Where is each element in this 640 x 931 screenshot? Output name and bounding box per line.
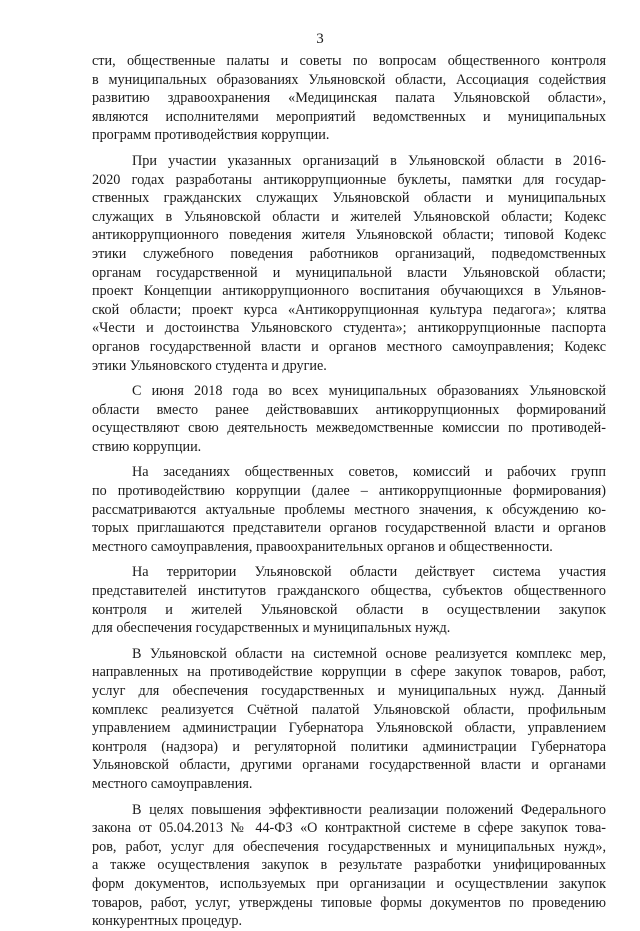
paragraph-line: осуществляют свою деятельность межведомственные комиссии по противодей-	[92, 420, 606, 437]
paragraph-gap	[92, 556, 606, 563]
paragraph-line: конкурентных процедур.	[92, 913, 243, 930]
paragraph	[92, 645, 606, 794]
paragraph-line: для обеспечения государственных и муниципальных нужд.	[92, 620, 451, 637]
paragraph	[92, 563, 606, 637]
paragraph-line: этики Ульяновского студента и другие.	[92, 357, 327, 374]
paragraph-line: «Чести и достоинства Ульяновского студента»; антикоррупционные паспорта	[92, 320, 606, 337]
paragraph-line: ствию коррупции.	[92, 438, 202, 455]
paragraph-line: услуг для обеспечения государственных и муниципальных нужд. Данный	[92, 683, 606, 699]
paragraph-line: проект Концепции антикоррупционного воспитания обучающихся в Ульянов-	[92, 283, 606, 300]
paragraph-line: ров, работ, услуг для обеспечения государственных и муниципальных нужд»,	[92, 838, 606, 855]
paragraph-gap	[92, 375, 606, 382]
paragraph-line: ственных гражданских служащих Ульяновской области и муниципальных	[92, 190, 606, 207]
paragraph-line: развитию здравоохранения «Медицинская палата Ульяновской области»,	[92, 90, 606, 107]
page-number: 3	[316, 31, 324, 47]
paragraph-line: а также осуществления закупок в результате разработки унифицированных	[92, 857, 606, 874]
paragraph-line: служащих в Ульяновской области и жителей Ульяновской области; Кодекс	[92, 208, 606, 225]
paragraph-line: ской области; проект курса «Антикоррупционная культура педагога»; клятва	[92, 301, 606, 318]
paragraph	[92, 801, 606, 931]
paragraph-gap	[92, 638, 606, 645]
paragraph-line: по противодействию коррупции (далее – антикоррупционные формирования)	[92, 483, 606, 500]
paragraph-line: В целях повышения эффективности реализации положений Федерального	[132, 801, 606, 818]
paragraph-line: товаров, работ, услуг, утверждены типовые формы документов по проведению	[92, 894, 606, 911]
paragraph	[92, 463, 606, 556]
paragraph-line: местного самоуправления.	[92, 775, 253, 792]
paragraph-gap	[92, 456, 606, 463]
paragraph-line: закона от 05.04.2013 № 44-ФЗ «О контрактной системе в сфере закупок това-	[92, 820, 606, 837]
paragraph-line: торых приглашаются представители органов государственной власти и органов	[92, 520, 606, 537]
paragraph-line: представителей институтов гражданского общества, субъектов общественного	[92, 583, 606, 600]
paragraph-gap	[92, 145, 606, 152]
paragraph-line: области вместо ранее действовавших антикоррупционных формирований	[92, 401, 606, 418]
paragraph	[92, 382, 606, 456]
paragraph-line: сти, общественные палаты и советы по вопросам общественного контроля	[92, 53, 606, 69]
paragraph-line: местного самоуправления, правоохранительных органов и общественности.	[92, 538, 553, 555]
paragraph-line: направленных на противодействие коррупции в сфере закупок товаров, работ,	[92, 664, 606, 681]
paragraph-line: При участии указанных организаций в Ульяновской области в 2016-	[132, 152, 606, 169]
paragraph-line: В Ульяновской области на системной основе реализуется комплекс мер,	[132, 645, 606, 662]
paragraph-line: в муниципальных образованиях Ульяновской области, Ассоциация содействия	[92, 71, 606, 88]
paragraph-line: рассматриваются актуальные проблемы местного значения, к обсуждению ко-	[92, 501, 606, 518]
paragraph-line: Ульяновской области, другими органами государственной власти и органами	[92, 757, 606, 774]
paragraph	[92, 52, 606, 145]
paragraph-line: органам государственной и муниципальной власти Ульяновской области;	[92, 264, 606, 281]
document-body	[92, 52, 606, 931]
paragraph-line: форм документов, используемых при организации и осуществлении закупок	[92, 875, 606, 892]
paragraph-line: антикоррупционного поведения жителя Ульяновской области; типовой Кодекс	[92, 227, 606, 244]
paragraph-line: органов государственной власти и органов местного самоуправления; Кодекс	[92, 338, 606, 355]
paragraph-line: На территории Ульяновской области действует система участия	[132, 564, 606, 581]
paragraph-line: 2020 годах разработаны антикоррупционные буклеты, памятки для государ-	[92, 171, 606, 188]
paragraph-line: управлением администрации Губернатора Ульяновской области, управлением	[92, 720, 606, 737]
paragraph-line: контроля (надзора) и регуляторной политики администрации Губернатора	[92, 738, 606, 755]
paragraph-line: этики служебного поведения работников организаций, подведомственных	[92, 245, 606, 262]
paragraph-line: комплекс реализуется Счётной палатой Ульяновской области, профильным	[92, 701, 606, 718]
paragraph-line: На заседаниях общественных советов, комиссий и рабочих групп	[132, 464, 606, 481]
paragraph	[92, 152, 606, 375]
paragraph-line: являются исполнителями мероприятий ведомственных и муниципальных	[92, 108, 606, 125]
paragraph-line: программ противодействия коррупции.	[92, 127, 330, 144]
paragraph-line: контроля и жителей Ульяновской области в осуществлении закупок	[92, 601, 606, 618]
paragraph-gap	[92, 794, 606, 801]
paragraph-line: С июня 2018 года во всех муниципальных образованиях Ульяновской	[132, 383, 606, 400]
